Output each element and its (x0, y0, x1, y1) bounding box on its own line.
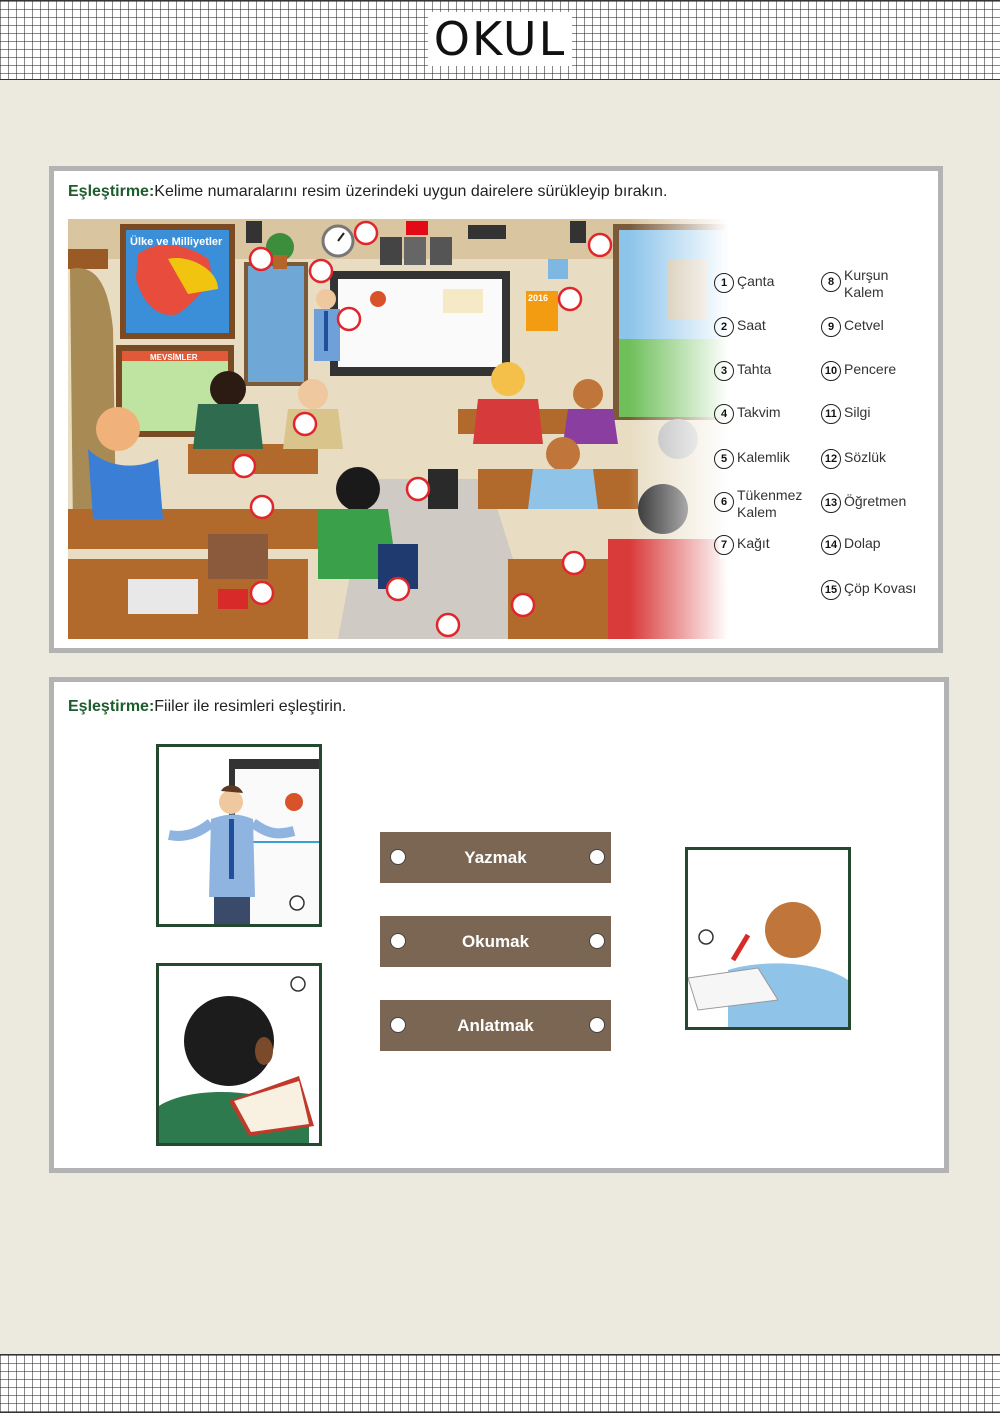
matching-exercise-2 (49, 677, 949, 1173)
verb-box-yazmak[interactable] (380, 832, 611, 883)
verb-box-okumak[interactable] (380, 916, 611, 967)
drop-circle[interactable] (251, 582, 273, 604)
word-item[interactable]: 7 Kağıt (714, 535, 770, 555)
drop-circle[interactable] (355, 222, 377, 244)
drop-circle[interactable] (387, 578, 409, 600)
verb-box-anlatmak[interactable] (380, 1000, 611, 1051)
classroom-illustration (68, 219, 728, 639)
word-item[interactable]: 13 Öğretmen (821, 493, 906, 513)
word-item[interactable]: 9 Cetvel (821, 317, 884, 337)
connector-left[interactable] (390, 933, 406, 949)
drop-circle[interactable] (437, 614, 459, 636)
word-item[interactable]: 10 Pencere (821, 361, 896, 381)
connector-right[interactable] (589, 1017, 605, 1033)
drop-circle[interactable] (251, 496, 273, 518)
drop-circle[interactable] (338, 308, 360, 330)
drop-circle[interactable] (407, 478, 429, 500)
word-item[interactable]: 6 Tükenmez Kalem (714, 487, 794, 521)
drop-circle[interactable] (310, 260, 332, 282)
word-item[interactable]: 14 Dolap (821, 535, 881, 555)
classroom-scene (68, 219, 728, 639)
word-item[interactable]: 2 Saat (714, 317, 766, 337)
word-item[interactable]: 12 Sözlük (821, 449, 886, 469)
writing-illustration (688, 850, 848, 1027)
reading-illustration (159, 966, 319, 1143)
picture-boy-reading (156, 963, 322, 1146)
drop-circle[interactable] (294, 413, 316, 435)
word-item[interactable]: 15 Çöp Kovası (821, 580, 916, 600)
drop-circle[interactable] (589, 234, 611, 256)
connector-right[interactable] (589, 933, 605, 949)
word-item[interactable]: 3 Tahta (714, 361, 771, 381)
verb-label: Anlatmak (457, 1016, 534, 1035)
page-title: OKUL (0, 12, 1000, 66)
drop-circle[interactable] (559, 288, 581, 310)
verb-label: Okumak (461, 932, 530, 951)
verb-label: Yazmak (464, 848, 527, 867)
drop-circle[interactable] (233, 455, 255, 477)
word-item[interactable]: 5 Kalemlik (714, 449, 790, 469)
picture-teacher-explaining (156, 744, 322, 927)
matching-exercise-1 (49, 166, 943, 653)
word-item[interactable]: 4 Takvim (714, 404, 781, 424)
bottom-decorative-band (0, 1354, 1000, 1413)
drop-circle[interactable] (250, 248, 272, 270)
drop-circle[interactable] (563, 552, 585, 574)
word-item[interactable]: 1 Çanta (714, 273, 774, 293)
word-bank (714, 261, 934, 601)
word-item[interactable]: 8 Kurşun Kalem (821, 267, 881, 301)
instruction-1: Eşleştirme:Kelime numaralarını resim üzerindeki uygun dairelere sürükleyip bırakın. (68, 183, 668, 200)
drop-circle[interactable] (512, 594, 534, 616)
teacher-illustration (159, 747, 319, 924)
picture-boy-writing (685, 847, 851, 1030)
word-item[interactable]: 11 Silgi (821, 404, 870, 424)
instruction-2: Eşleştirme:Fiiler ile resimleri eşleştirin. (68, 698, 347, 715)
connector-left[interactable] (390, 849, 406, 865)
connector-left[interactable] (390, 1017, 406, 1033)
connector-right[interactable] (589, 849, 605, 865)
